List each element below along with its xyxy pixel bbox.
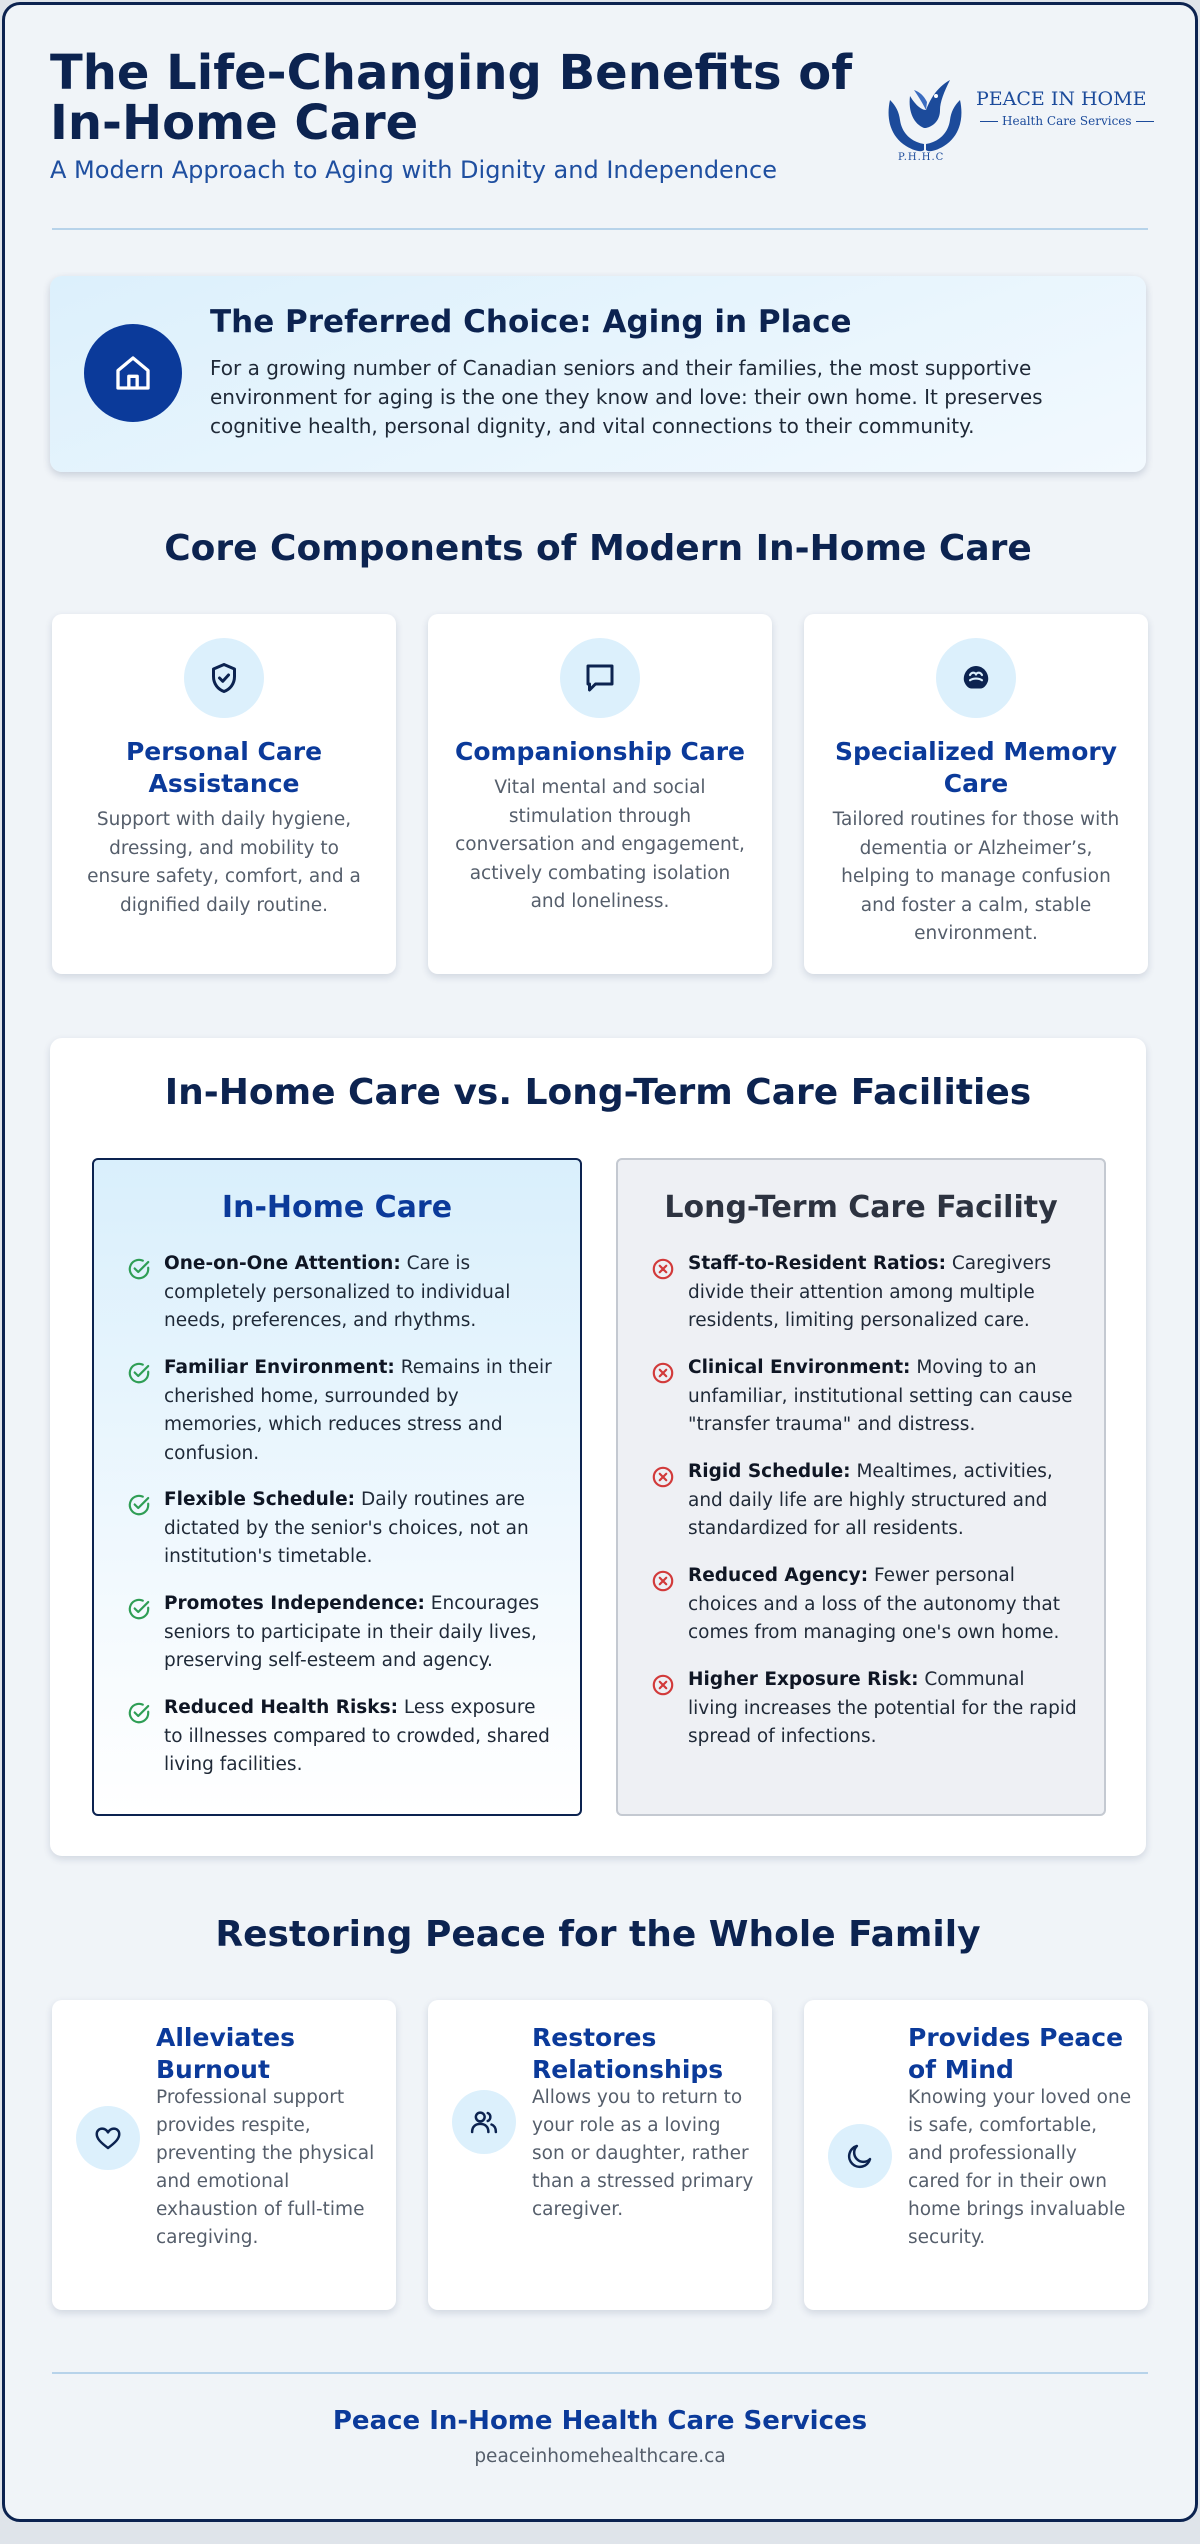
family-card-relationships	[428, 2000, 772, 2310]
benefit-item	[164, 1590, 554, 1676]
drawback-item	[688, 1354, 1078, 1440]
company-logo	[880, 66, 1146, 168]
x-circle-icon	[650, 1256, 676, 1282]
long-term-care-column	[616, 1158, 1106, 1816]
family-card-text: Allows you to return to your role as a loving son or daughter, rather than a stressed primary caregiver.	[532, 2087, 754, 2220]
component-text: Support with daily hygiene, dressing, and mobility to ensure safety, comfort, and a dignified daily routine.	[87, 809, 361, 916]
item-text: Care is completely personalized to individual needs, preferences, and rhythms.	[164, 1253, 511, 1331]
item-label: Higher Exposure Risk:	[688, 1669, 919, 1690]
item-text: Less exposure to illnesses compared to crowded, shared living facilities.	[164, 1697, 550, 1775]
item-label: Reduced Agency:	[688, 1565, 869, 1586]
family-card-burnout	[52, 2000, 396, 2310]
item-label: Flexible Schedule:	[164, 1489, 356, 1510]
component-card-personal-care	[52, 614, 396, 974]
item-label: Staff-to-Resident Ratios:	[688, 1253, 946, 1274]
check-icon	[126, 1360, 152, 1386]
benefit-item	[164, 1354, 554, 1468]
x-circle-icon	[650, 1464, 676, 1490]
component-card-companionship	[428, 614, 772, 974]
in-home-care-column	[92, 1158, 582, 1816]
header	[50, 45, 1147, 188]
family-card-title: Alleviates Burnout	[156, 2023, 295, 2084]
benefit-item	[164, 1486, 554, 1572]
shield-check-icon	[184, 638, 264, 718]
item-text: Moving to an unfamiliar, institutional setting can cause "transfer trauma" and distress.	[688, 1357, 1073, 1435]
family-card-peace-of-mind	[804, 2000, 1148, 2310]
components-heading: Core Components of Modern In-Home Care	[164, 528, 1032, 569]
comparison-heading: In-Home Care vs. Long-Term Care Facilities	[164, 1072, 1032, 1113]
header-divider	[52, 228, 1148, 230]
drawback-item	[688, 1666, 1078, 1752]
benefit-item	[164, 1250, 554, 1336]
drawback-item	[688, 1562, 1078, 1648]
chat-bubble-icon	[560, 638, 640, 718]
item-label: Promotes Independence:	[164, 1593, 425, 1614]
component-title: Companionship Care	[454, 737, 746, 766]
check-icon	[126, 1492, 152, 1518]
component-title: Specialized Memory Care	[834, 737, 1118, 798]
page-subtitle: A Modern Approach to Aging with Dignity and Independence	[50, 156, 777, 184]
heart-icon	[76, 2106, 140, 2170]
intro-title: The Preferred Choice: Aging in Place	[210, 304, 852, 340]
item-label: One-on-One Attention:	[164, 1253, 401, 1274]
component-text: Tailored routines for those with dementia or Alzheimer’s, helping to manage confusion and foster a calm, stable environment.	[832, 809, 1120, 944]
family-card-text: Knowing your loved one is safe, comfortable, and professionally cared for in their own home brings invaluable security.	[908, 2087, 1132, 2248]
footer-website-link[interactable]: peaceinhomehealthcare.ca	[474, 2446, 726, 2467]
benefit-item	[164, 1694, 554, 1780]
item-text: Remains in their cherished home, surrounded by memories, which reduces stress and confusion.	[164, 1357, 552, 1464]
item-text: Fewer personal choices and a loss of the autonomy that comes from managing one's own home.	[688, 1565, 1060, 1643]
x-circle-icon	[650, 1672, 676, 1698]
x-circle-icon	[650, 1568, 676, 1594]
drawback-item	[688, 1250, 1078, 1336]
column-title: In-Home Care	[221, 1190, 453, 1225]
item-label: Reduced Health Risks:	[164, 1697, 399, 1718]
family-card-text: Professional support provides respite, preventing the physical and emotional exhaustion of full-time caregiving.	[156, 2087, 375, 2248]
logo-name: PEACE IN HOME	[976, 88, 1147, 110]
item-text: Caregivers divide their attention among multiple residents, limiting personalized care.	[688, 1253, 1052, 1331]
item-label: Clinical Environment:	[688, 1357, 911, 1378]
logo-abbreviation: P.H.H.C	[898, 152, 945, 163]
home-icon	[84, 324, 182, 422]
moon-icon	[828, 2124, 892, 2188]
footer-divider	[52, 2372, 1148, 2374]
family-card-title: Provides Peace of Mind	[908, 2023, 1124, 2084]
footer-company-name: Peace In-Home Health Care Services	[332, 2406, 868, 2436]
item-label: Familiar Environment:	[164, 1357, 395, 1378]
item-text: Communal living increases the potential for the rapid spread of infections.	[688, 1669, 1077, 1747]
logo-tagline: Health Care Services	[976, 114, 1146, 128]
users-icon	[452, 2090, 516, 2154]
item-text: Encourages seniors to participate in their daily lives, preserving self-esteem and agency.	[164, 1593, 540, 1671]
family-heading: Restoring Peace for the Whole Family	[215, 1914, 981, 1955]
x-circle-icon	[650, 1360, 676, 1386]
item-text: Mealtimes, activities, and daily life are highly structured and standardized for all residents.	[688, 1461, 1053, 1539]
item-text: Daily routines are dictated by the senior's choices, not an institution's timetable.	[164, 1489, 529, 1567]
intro-card	[50, 276, 1146, 472]
component-card-memory-care	[804, 614, 1148, 974]
check-icon	[126, 1596, 152, 1622]
family-card-title: Restores Relationships	[532, 2023, 724, 2084]
drawback-item	[688, 1458, 1078, 1544]
component-title: Personal Care Assistance	[125, 737, 323, 798]
intro-text: For a growing number of Canadian seniors and their families, the most supportive environment for aging is the one they know and love: their own home. It preserves cognitive health, personal dignity, and vital connections to their community.	[210, 356, 1043, 438]
component-text: Vital mental and social stimulation through conversation and engagement, actively combating isolation and loneliness.	[455, 777, 745, 912]
item-label: Rigid Schedule:	[688, 1461, 851, 1482]
page-title: The Life-Changing Benefits of In-Home Care	[50, 45, 853, 151]
check-icon	[126, 1700, 152, 1726]
brain-icon	[936, 638, 1016, 718]
comparison-section	[50, 1038, 1146, 1856]
check-icon	[126, 1256, 152, 1282]
column-title: Long-Term Care Facility	[664, 1190, 1058, 1225]
